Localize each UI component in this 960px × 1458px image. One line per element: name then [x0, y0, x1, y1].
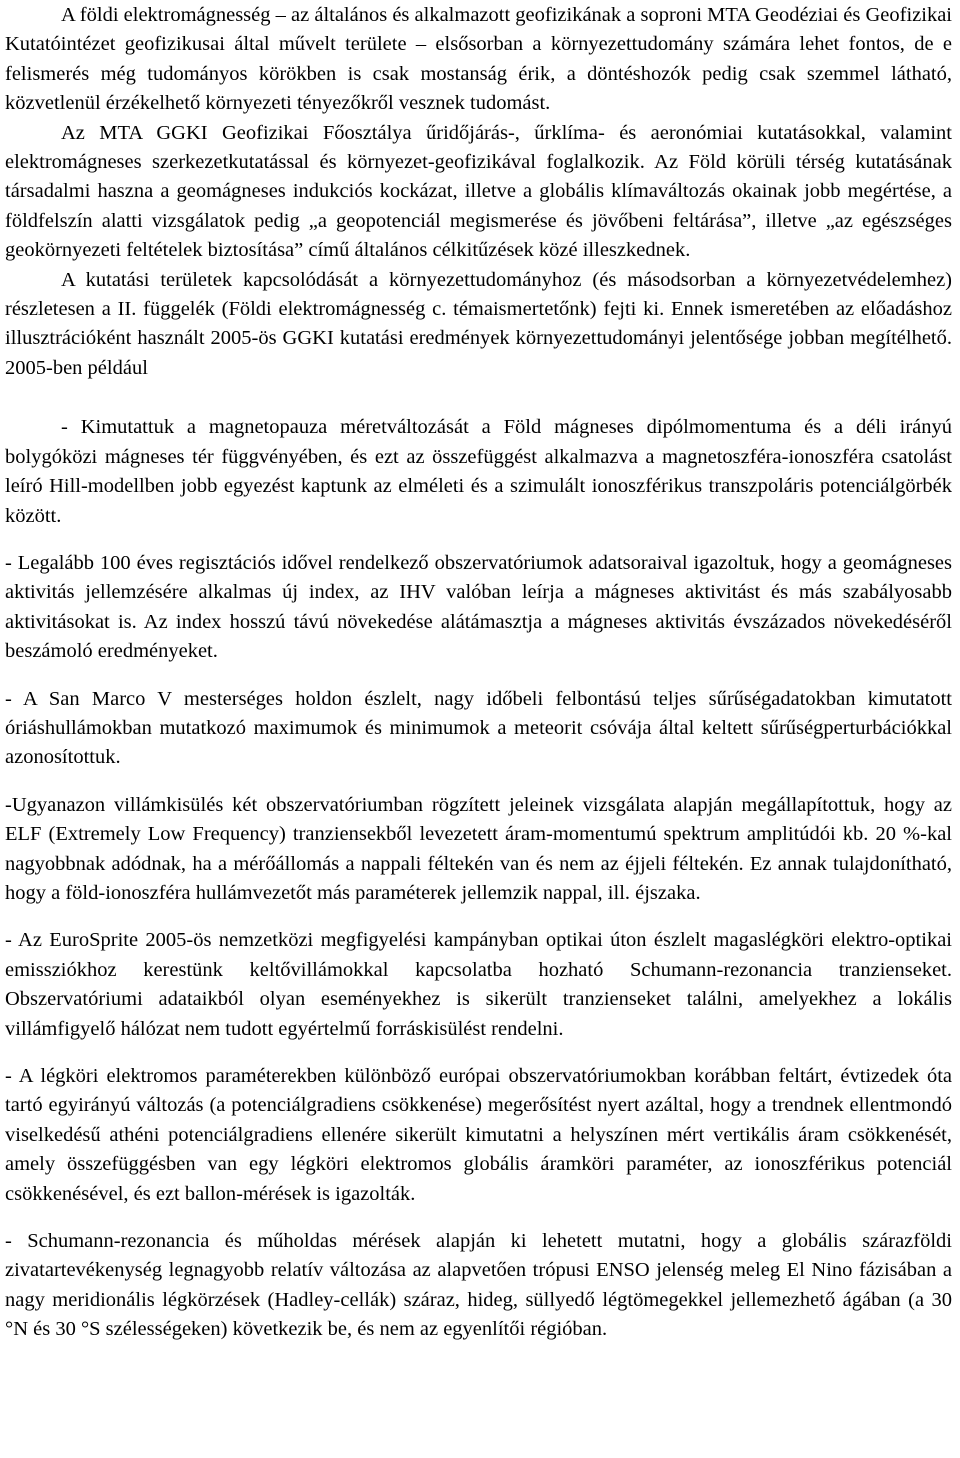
- document-page: [5, 0, 952, 1345]
- result-item-eurosprite: - Az EuroSprite 2005-ös nemzetközi megfigyelési kampányban optikai úton észlelt magaslégköri elektro-optikai emissziókhoz kerestünk keltővillámokkal kapcsolatba hozható Schumann-rezonancia tranzienseket. Obszervatóriumi adataikból olyan eseményekhez is sikerült tranzienseket találni, amelyekhez a lokális villámfigyelő hálózat nem tudott egyértelmű forráskisülést rendelni.: [5, 929, 952, 1040]
- result-item-ihv-index: - Legalább 100 éves regisztációs idővel rendelkező obszervatóriumok adatsoraival igazoltuk, hogy a geomágneses aktivitás jellemzésére alkalmas új index, az IHV valóban leírja a mágneses aktivitást és más szabályosabb aktivitásokat is. Az index hosszú távú növekedése alátámasztja a mágneses aktivitás évszázados növekedéséről beszámoló eredményeket.: [5, 551, 952, 663]
- result-item-schumann-enso: - Schumann-rezonancia és műholdas mérések alapján ki lehetett mutatni, hogy a globális szárazföldi zivatartevékenység legnagyobb relatív változása az alapvetően trópusi ENSO jelenség meleg El Nino fázisában a nagy meridionális légkörzések (Hadley-cellák) száraz, hideg, süllyedő légtömegekkel jellemezhető ágában (a 30 °N és 30 °S szélességeken) következik be, és nem az egyenlítői régióban.: [5, 1230, 952, 1341]
- department-paragraph: Az MTA GGKI Geofizikai Főosztálya űridőjárás-, űrklíma- és aeronómiai kutatásokkal, valamint elektromágneses szerkezetkutatással és környezet-geofizikával foglalkozik. Az Föld körüli térség kutatásának társadalmi haszna a geomágneses indukciós kockázat, illetve a globális klímaváltozás okainak jobb megértése, a földfelszín alatti vizsgálatok pedig „a geopotenciál megismerése és jövőbeni feltárása”, illetve „az egészséges geokörnyezeti feltételek biztosítása” című általános célkitűzések közé illeszkednek.: [5, 121, 952, 262]
- result-item-elf-transients: -Ugyanazon villámkisülés két obszervatóriumban rögzített jeleinek vizsgálata alapján megállapítottuk, hogy az ELF (Extremely Low Frequency) tranziensekből levezetett áram-momentumú spektrum amplitúdói kb. 20 %-kal nagyobbnak adódnak, ha a mérőállomás a nappali féltekén van és nem az éjjeli féltekén. Ez annak tulajdonítható, hogy a föld-ionoszféra hullámvezetőt más paraméterek jellemzik nappal, ill. éjszaka.: [5, 793, 952, 904]
- result-item-atmospheric-electricity: - A légköri elektromos paraméterekben különböző európai obszervatóriumokban korábban feltárt, évtizedek óta tartó egyirányú változás (a potenciálgradiens csökkenése) megerősítést nyert azáltal, hogy a trendnek ellentmondó viselkedésű athéni potenciálgradiens ellenére sikerült kimutatni a helyszínen mért vertikális áram csökkenését, amely összefüggésben van egy légköri elektromos globális áramköri paraméter, az ionoszférikus potenciál csökkenésével, és ezt ballon-mérések is igazolták.: [5, 1065, 952, 1205]
- result-item-san-marco: - A San Marco V mesterséges holdon észlelt, nagy időbeli felbontású teljes sűrűségadatokban kimutatott óriáshullámokban mutatkozó maximumok és minimumok a meteorit csóvája által keltett sűrűségperturbációkkal azonosítottuk.: [5, 687, 952, 769]
- intro-paragraph: A földi elektromágnesség – az általános és alkalmazott geofizikának a soproni MTA Geodéziai és Geofizikai Kutatóintézet geofizikusai által művelt területe – elsősorban a környezettudomány számára lehet fontos, de e felismerés még tudományos körökben is csak mostanság érik, a döntéshozók pedig csak szemmel látható, közvetlenül érzékelhető környezeti tényezőkről vesznek tudomást.: [5, 4, 952, 115]
- result-item-magnetopause: - Kimutattuk a magnetopauza méretváltozását a Föld mágneses dipólmomentuma és a déli irányú bolygóközi mágneses tér függvényében, és ezt az összefüggést alkalmazva a magnetoszféra-ionoszféra csatolást leíró Hill-modellben jobb egyezést kaptunk az elméleti és a szimulált ionoszférikus transzpoláris potenciálgörbék között.: [5, 416, 952, 527]
- research-areas-paragraph: A kutatási területek kapcsolódását a környezettudományhoz (és másodsorban a környezetvédelemhez) részletesen a II. függelék (Földi elektromágnesség c. témaismertetőnk) fejti ki. Ennek ismeretében az előadáshoz illusztrációként használt 2005-ös GGKI kutatási eredmények környezettudományi jelentősége jobban megítélhető. 2005-ben például: [5, 268, 952, 379]
